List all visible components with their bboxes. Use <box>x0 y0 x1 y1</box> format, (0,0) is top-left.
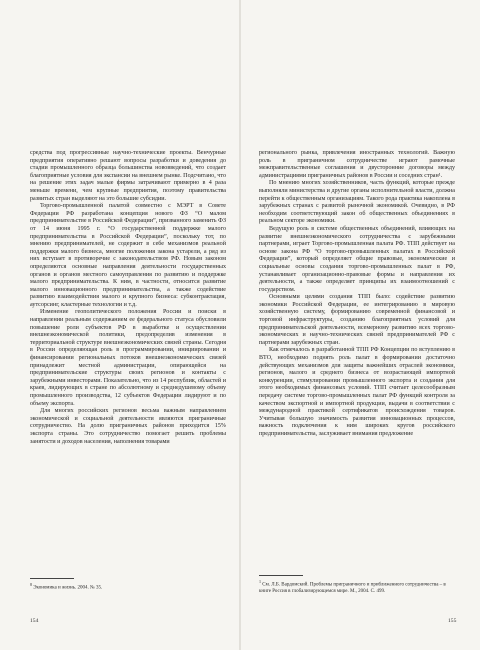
right-paragraph-2: По мнению многих хозяйственников, часть функций, которые прежде выполняли министерства и другие органы исполнительной власти, должна перейти к общественным организациям. Такого рода практика накоплена в зарубежных странах с развитой рыночной экономикой. Очевидно, в РФ необходим соответствующий закон об общественных объединениях в реальном секторе экономики. <box>259 180 455 225</box>
left-footnote <box>30 582 226 592</box>
right-footnote-mark: 1 <box>259 579 261 584</box>
right-paragraph-5: Как отмечалось в разработанной ТПП РФ Концепции по вступлению в ВТО, необходимо поднять роль палат в формировании достаточно действующих механизмов для защиты важнейших отраслей экономики, регионов, малого и среднего бизнеса от возрастающей импортной конкуренции, стимулировании промышленного экспорта и создания для этого необходимых финансовых условий. ТПП считает целесообразным передачу системе торгово-промышленных палат РФ функций контроля за качеством экспортной и импортной продукции, выдачи в соответствии с международной практикой сертификатов происхождения товаров. Учитывая большую значимость развития инновационных процессов, важность подключения к ним широких кругов российского предпринимательства, заслуживает внимания предложение <box>259 347 455 437</box>
left-footnote-text: Экономика и жизнь. 2004. № 35. <box>33 585 103 591</box>
left-paragraph-3: Изменение геополитического положения России и поиски в направлении реальным содержанием ее федерального статуса обусловили повышение роли субъектов РФ в выработке и осуществлении внешнеэкономической политики, предопределив изменения в территориальной структуре внешнеэкономических связей страны. Сегодня в России определяющая роль в программировании, инициировании и финансировании региональных потоков внешнеэкономических связей принадлежит местной администрации, опирающейся на предпринимательские структуры своих регионов и контакты с зарубежными инвесторами. Показательно, что из 14 республик, областей и краев, лидирующих в стране по абсолютному и среднедушевому объему промышленного производства, 12 субъектов Федерации лидируют и по объему экспорта. <box>30 309 226 407</box>
right-footnote <box>259 579 455 595</box>
left-paragraph-2: Торгово-промышленной палатой совместно с МЭРТ в Совете Федерации РФ разработана концепция нового ФЗ “О малом предпринимательстве в Российской Федерации”, призванного заменить ФЗ от 14 июня 1995 г. “О государственной поддержке малого предпринимательства в Российской Федерации”, поскольку тот, по мнению предпринимателей, не содержит в себе механизмов реальной поддержки малого бизнеса, многие положения закона устарели, а ряд из них вступает в противоречие с законодательством РФ. Новым законом определяются основные направления деятельности государственных органов и органов местного самоуправления по развитию и поддержке малого предпринимательства. К ним, в частности, относится развитие малого инновационного предпринимательства, а также содействие развитию взаимодействия малого и крупного бизнеса: субконтрактация, аутсорсинг, кластерные технологии и т.д. <box>30 203 226 308</box>
left-page-number: 154 <box>30 618 39 624</box>
left-paragraph-4: Для многих российских регионов весьма важным направлением экономической и социальной деятельности являются приграничные сотрудничество. На долю приграничных районов приходится 15% экспорта страны. Это сотрудничество помогает решить проблемы занятости и доходов населения, наполнения товарами <box>30 408 226 445</box>
right-page-number: 155 <box>448 618 457 624</box>
left-page-text-column <box>30 150 226 570</box>
left-footnote-rule <box>30 578 74 579</box>
left-page <box>0 0 238 650</box>
right-page <box>241 0 479 650</box>
left-footnote-mark: 8 <box>30 582 32 587</box>
right-paragraph-3: Ведущую роль в системе общественных объединений, влияющих на развитие внешнеэкономического сотрудничества с зарубежными партнерами, играет Торгово-промышленная палата РФ. ТПП действует на основе закона РФ “О торгово-промышленных палатах в Российской Федерации”, который определяет общие правовые, экономические и социальные основы создания торгово-промышленных палат в РФ, устанавливает организационно-правовые формы и направления их деятельности, а также определяет принципы их взаимоотношений с государством. <box>259 225 455 293</box>
right-paragraph-1: регионального рынка, привлечения иностранных технологий. Важную роль в приграничном сотрудничестве играют рамочные межправительственные соглашения и двусторонние договоры между администрациями приграничных районов в России и соседних стран¹. <box>259 150 455 179</box>
right-paragraph-4: Основными целями создания ТПП было: содействие развитию экономики Российской Федерации, ее интегрированию в мировую хозяйственную систему, формированию современной финансовой и торговой инфраструктуры, созданию благоприятных условий для предпринимательской деятельности, всемерному развитию всех торгово-экономических и научно-технических связей предпринимателей РФ с партнерами зарубежных стран. <box>259 294 455 346</box>
left-paragraph-1: средства под прогрессивные научно-технические проекты. Венчурные предприятия оперативно решают вопросы разработки и доведения до стадии промышленного образца большинства нововведений, что создает благоприятные условия для экспансии на внешнем рынке. Подсчитано, что на решение этих задач малые фирмы затрачивают примерно в 4 раза меньше времени, чем крупные предприятия, поэтому правительства развитых стран выделяют на это большие субсидии. <box>30 150 226 202</box>
right-page-text-column <box>259 150 455 612</box>
right-footnote-text: См. Л.Б. Вардомский. Проблемы приграничного и приближенного сотрудничества – в книге Россия в глобализирующемся мире. М., 2004. С. 499. <box>259 582 446 594</box>
right-footnote-rule <box>259 575 303 576</box>
